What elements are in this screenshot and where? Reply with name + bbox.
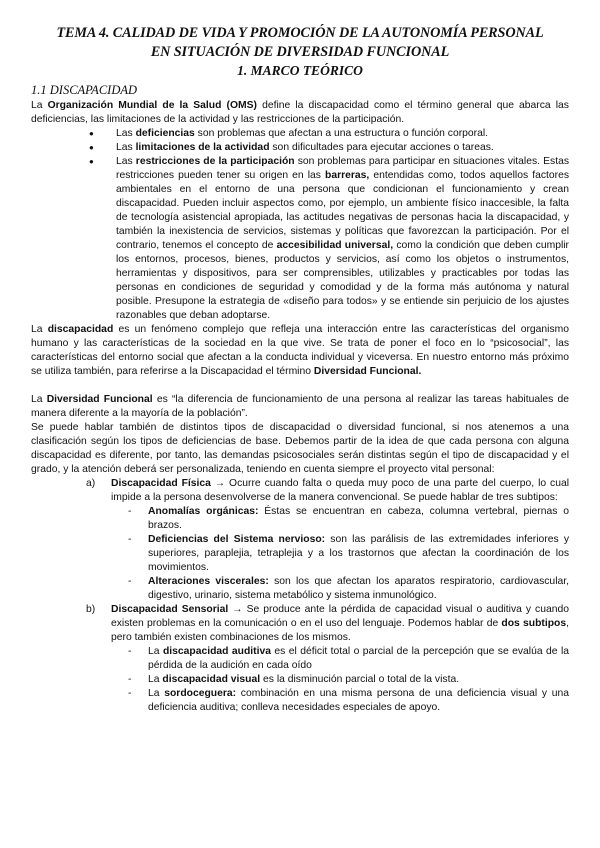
item-discapacidad-sensorial: b) Discapacidad Sensorial → Se produce ante la pérdida de capacidad visual o auditiva y cuando existen problemas en la comunicación o en el uso del lenguaje. Podemos hablar de dos subtipos, pero también existen combinaciones de los mismos. - La discapacidad auditiva es el déficit total o parcial de la percepción que se evalúa de la pérdida de la audición en cada oído - La discapacidad visual es la disminución parcial o total de la vista. - La sordoceguera: combinación en una misma persona de una deficiencia visual y una deficiencia auditiva; conlleva necesidades especiales de apoyo. <box>86 604 569 713</box>
bullet-restricciones: ● Las restricciones de la participación son problemas para participar en situaciones vitales. Estas restricciones pueden tener su origen en las barreras, entendidas como, todos aquellos factores ambientales en el entorno de una persona que condicionan el funcionamiento y crean discapacidad. Pueden incluir aspectos como, por ejemplo, un ambiente físico inaccesible, la falta de tecnología asistencial apropiada, las actitudes negativas de personas hacia la discapacidad, y también la inexistencia de servicios, sistemas y políticas que favorezcan la participación. Por el contrario, tenemos el concepto de accesibilidad universal, como la condición que deben cumplir los entornos, procesos, bienes, productos y servicios, así como los objetos o instrumentos, herramientas y dispositivos, para ser comprensibles, utilizables y practicables por todas las personas en condiciones de seguridad y comodidad y de la forma más autónoma y natural posible. Presupone la estrategia de «diseño para todos» y se entiende sin perjuicio de los ajustes razonables que deban adoptarse. <box>116 155 569 323</box>
subtype-item: - La discapacidad auditiva es el déficit total o parcial de la percepción que se evalúa de la pérdida de la audición en cada oído <box>128 646 569 671</box>
paragraph-oms: La Organización Mundial de la Salud (OMS) define la discapacidad como el término general que abarca las deficiencias, las limitaciones de la actividad y las restricciones de la participación. <box>31 100 569 125</box>
bullet-limitaciones: ● Las limitaciones de la actividad son dificultades para ejecutar acciones o tareas. <box>116 141 569 155</box>
subsection-heading: 1.1 DISCAPACIDAD <box>31 83 138 97</box>
document-body <box>31 99 569 715</box>
subtype-item: - Alteraciones viscerales: son los que afectan los aparatos respiratorio, cardiovascular, digestivo, urinario, sistema metabólico y sistema inmunológico. <box>128 576 569 601</box>
section-heading: 1. MARCO TEÓRICO <box>237 63 363 78</box>
subtype-item: - La sordoceguera: combinación en una misma persona de una deficiencia visual y una deficiencia auditiva; conlleva necesidades especiales de apoyo. <box>128 688 569 713</box>
types-list <box>31 477 569 715</box>
blank-line <box>31 379 569 393</box>
document-title-line-2: EN SITUACIÓN DE DIVERSIDAD FUNCIONAL <box>150 44 450 60</box>
item-label: a) <box>86 478 96 489</box>
subtype-item: - Anomalías orgánicas: Éstas se encuentran en cabeza, columna vertebral, piernas o brazos. <box>128 506 570 531</box>
subtypes-sensorial <box>111 645 569 715</box>
item-label: b) <box>86 604 96 615</box>
paragraph-clasificacion: Se puede hablar también de distintos tipos de discapacidad o diversidad funcional, si nos atenemos a una clasificación según los tipos de deficiencias de base. Debemos partir de la idea de que cada persona con alguna discapacidad es diferente, por tanto, las demandas psicosociales serán distintas según el tipo de discapacidad y el grado, y la atención deberá ser personalizada, teniendo en cuenta siempre el proyecto vital personal: <box>31 422 569 475</box>
subtypes-fisica <box>111 505 569 603</box>
subtype-item: - Deficiencias del Sistema nervioso: son las parálisis de las extremidades inferiores y superiores, paraplejia, tetraplejia y a los trastornos que afectan la coordinación de los movimientos. <box>128 534 569 573</box>
item-discapacidad-fisica: a) Discapacidad Física → Ocurre cuando falta o queda muy poco de una parte del cuerpo, lo cual impide a la persona desenvolverse de la manera convencional. Se puede hablar de tres subtipos: - Anomalías orgánicas: Éstas se encuentran en cabeza, columna vertebral, piernas o brazos. - Deficiencias del Sistema nervioso: son las parálisis de las extremidades inferiores y superiores, paraplejia, tetraplejia y a los trastornos que afectan la coordinación de los movimientos. - Alteraciones viscerales: son los que afectan los aparatos respiratorio, cardiovascular, digestivo, urinario, sistema metabólico y sistema inmunológico. <box>86 478 570 601</box>
paragraph-discapacidad: La discapacidad es un fenómeno complejo que refleja una interacción entre las características del organismo humano y las características de la sociedad en la que vive. Se trata de poner el foco en lo “psicosocial”, las características del entorno social que afectan a la conducta individual y viceversa. En nuestro entorno más próximo se utiliza también, para referirse a la Discapacidad el término Diversidad Funcional. <box>31 324 569 377</box>
bullet-list <box>31 127 569 323</box>
subtype-item: - La discapacidad visual es la disminución parcial o total de la vista. <box>128 674 460 685</box>
paragraph-diversidad-funcional: La Diversidad Funcional es “la diferencia de funcionamiento de una persona al realizar las tareas habituales de manera diferente a la mayoría de la población”. <box>31 394 570 419</box>
bullet-deficiencias: ● Las deficiencias son problemas que afectan a una estructura o función corporal. <box>116 127 569 141</box>
document-title-line-1: TEMA 4. CALIDAD DE VIDA Y PROMOCIÓN DE LA AUTONOMÍA PERSONAL <box>56 25 544 41</box>
